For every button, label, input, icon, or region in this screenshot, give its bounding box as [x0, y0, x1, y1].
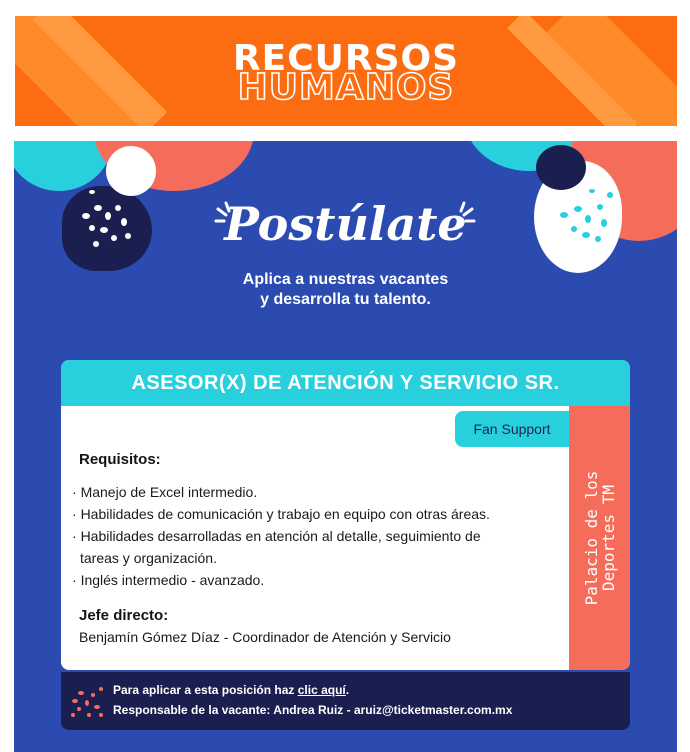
confetti-icon: [67, 681, 107, 721]
postulate-title: Postúlate: [224, 197, 467, 251]
tagline-line2: y desarrolla tu talento.: [260, 291, 431, 308]
apply-footer: [61, 672, 630, 730]
hr-header-banner: [15, 16, 677, 126]
apply-suffix: .: [345, 683, 350, 697]
hero-tagline: [14, 270, 677, 310]
requirement-item: · Manejo de Excel intermedio.: [72, 481, 512, 503]
boss-name: Benjamín Gómez Díaz - Coordinador de Atención y Servicio: [79, 629, 451, 645]
job-card: [61, 360, 630, 670]
tagline-line1: Aplica a nuestras vacantes: [242, 271, 449, 288]
header-title-line1: RECURSOS: [232, 38, 460, 79]
vacancy-contact: Responsable de la vacante: Andrea Ruiz - aruiz@ticketmaster.com.mx: [113, 703, 513, 717]
requirements-heading: Requisitos:: [79, 451, 161, 468]
location-text: Palacio de los Deportes TM: [581, 470, 618, 606]
apply-instructions: [113, 683, 349, 697]
apply-prefix: Para aplicar a esta posición haz: [113, 683, 298, 697]
requirements-list: [72, 481, 512, 591]
header-title-line2: HUMANOS: [237, 67, 455, 108]
job-posting-panel: [14, 141, 677, 752]
location-sidebar: [569, 406, 630, 670]
boss-heading: Jefe directo:: [79, 607, 169, 624]
requirement-item: · Inglés intermedio - avanzado.: [72, 569, 512, 591]
requirement-item: · Habilidades desarrolladas en atención al detalle, seguimiento de tareas y organización.: [72, 525, 512, 569]
apply-link[interactable]: clic aquí: [297, 683, 346, 697]
job-title: ASESOR(X) DE ATENCIÓN Y SERVICIO SR.: [61, 360, 630, 406]
requirement-item: · Habilidades de comunicación y trabajo en equipo con otras áreas.: [72, 503, 512, 525]
department-tag: Fan Support: [455, 411, 569, 447]
